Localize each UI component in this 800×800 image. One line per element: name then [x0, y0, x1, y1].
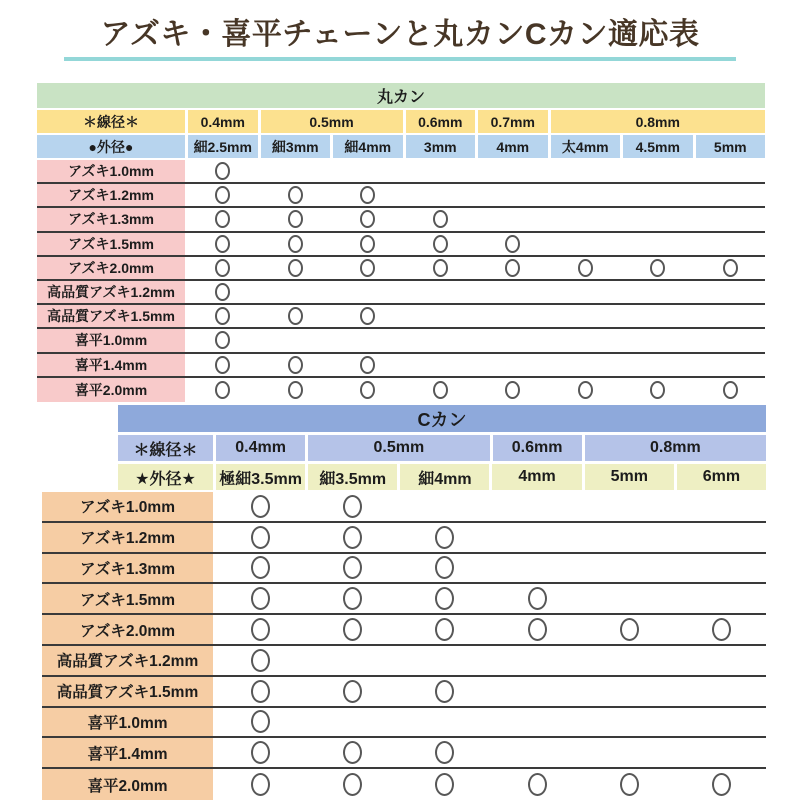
- marukan-wire-diameter-value: 0.7mm: [478, 110, 548, 133]
- ckan-compat-cell: [492, 738, 581, 767]
- marukan-outer-diameter-value: 細3mm: [261, 135, 331, 158]
- marukan-compat-cell: [261, 208, 331, 230]
- circle-mark-icon: [215, 162, 230, 180]
- marukan-outer-diameter-value: 3mm: [406, 135, 476, 158]
- ckan-compat-cell: [308, 615, 397, 644]
- ckan-compat-cell: [585, 492, 674, 521]
- ckan-compat-cell: [585, 615, 674, 644]
- marukan-compat-cell: [696, 208, 766, 230]
- marukan-chain-row: [37, 354, 765, 378]
- marukan-compat-cell: [406, 354, 476, 376]
- marukan-compat-cell: [188, 160, 258, 182]
- ckan-compat-cell: [400, 492, 489, 521]
- marukan-compat-cell: [478, 257, 548, 279]
- circle-mark-icon: [650, 381, 665, 399]
- marukan-compat-cell: [478, 354, 548, 376]
- marukan-compat-cell: [696, 160, 766, 182]
- ckan-chain-row-label: アズキ1.2mm: [42, 523, 213, 552]
- marukan-chain-row-label: 喜平2.0mm: [37, 378, 185, 402]
- marukan-compat-cell: [623, 257, 693, 279]
- marukan-table-body: [37, 160, 765, 402]
- marukan-table-title: 丸カン: [37, 83, 765, 108]
- ckan-chain-row-label: 高品質アズキ1.2mm: [42, 646, 213, 675]
- ckan-compat-cell: [400, 584, 489, 613]
- ckan-compat-cell: [216, 769, 305, 800]
- marukan-compat-cell: [188, 305, 258, 327]
- ckan-compat-cell: [492, 677, 581, 706]
- marukan-compat-cell: [551, 233, 621, 255]
- marukan-compat-cell: [261, 160, 331, 182]
- marukan-compat-cell: [478, 184, 548, 206]
- marukan-compat-cell: [333, 354, 403, 376]
- marukan-compat-cell: [696, 305, 766, 327]
- ckan-chain-row-label: 喜平2.0mm: [42, 769, 213, 800]
- circle-mark-icon: [343, 495, 362, 518]
- marukan-compat-cell: [188, 233, 258, 255]
- marukan-outer-diameter-row: [37, 135, 765, 158]
- circle-mark-icon: [251, 773, 270, 796]
- ckan-compat-cell: [400, 769, 489, 800]
- circle-mark-icon: [360, 307, 375, 325]
- marukan-compat-cell: [261, 281, 331, 303]
- ckan-wire-diameter-row: [118, 435, 766, 461]
- circle-mark-icon: [343, 773, 362, 796]
- ckan-compat-cell: [677, 554, 766, 583]
- marukan-compat-cell: [406, 208, 476, 230]
- ckan-wire-diameter-label: ＊線径＊: [118, 435, 213, 461]
- marukan-compat-cell: [261, 257, 331, 279]
- marukan-wire-diameter-row: [37, 110, 765, 133]
- circle-mark-icon: [215, 381, 230, 399]
- marukan-compat-cell: [406, 305, 476, 327]
- ckan-outer-diameter-row: [118, 464, 766, 490]
- marukan-compat-cell: [188, 378, 258, 402]
- marukan-compat-cell: [261, 354, 331, 376]
- ckan-compat-cell: [216, 738, 305, 767]
- circle-mark-icon: [215, 210, 230, 228]
- ckan-chain-row: [42, 677, 766, 708]
- circle-mark-icon: [215, 356, 230, 374]
- ckan-compat-cell: [492, 646, 581, 675]
- marukan-compat-cell: [623, 184, 693, 206]
- ckan-outer-diameter-value: 6mm: [677, 464, 766, 490]
- marukan-chain-row-label: 高品質アズキ1.5mm: [37, 305, 185, 327]
- marukan-wire-diameter-label: ＊線径＊: [37, 110, 185, 133]
- ckan-compat-cell: [492, 492, 581, 521]
- circle-mark-icon: [360, 259, 375, 277]
- circle-mark-icon: [578, 259, 593, 277]
- ckan-outer-diameter-value: 極細3.5mm: [216, 464, 305, 490]
- circle-mark-icon: [360, 186, 375, 204]
- circle-mark-icon: [251, 680, 270, 703]
- marukan-compat-cell: [551, 160, 621, 182]
- marukan-chain-row: [37, 281, 765, 305]
- ckan-compat-cell: [308, 677, 397, 706]
- marukan-compat-cell: [188, 281, 258, 303]
- ckan-chain-row: [42, 646, 766, 677]
- marukan-wire-diameter-value: 0.4mm: [188, 110, 258, 133]
- ckan-compat-cell: [308, 646, 397, 675]
- circle-mark-icon: [343, 587, 362, 610]
- ckan-compat-cell: [585, 554, 674, 583]
- marukan-chain-row: [37, 378, 765, 402]
- ckan-compat-cell: [216, 708, 305, 737]
- circle-mark-icon: [251, 649, 270, 672]
- marukan-compat-cell: [188, 208, 258, 230]
- marukan-compat-cell: [478, 305, 548, 327]
- circle-mark-icon: [433, 259, 448, 277]
- ckan-compat-cell: [585, 708, 674, 737]
- ckan-compat-cell: [677, 646, 766, 675]
- marukan-compat-cell: [261, 233, 331, 255]
- circle-mark-icon: [712, 618, 731, 641]
- circle-mark-icon: [251, 495, 270, 518]
- marukan-compat-cell: [551, 354, 621, 376]
- ckan-chain-row: [42, 554, 766, 585]
- circle-mark-icon: [288, 259, 303, 277]
- marukan-outer-diameter-value: 細4mm: [333, 135, 403, 158]
- marukan-chain-row-label: アズキ2.0mm: [37, 257, 185, 279]
- ckan-chain-row-label: アズキ1.3mm: [42, 554, 213, 583]
- marukan-chain-row-label: アズキ1.3mm: [37, 208, 185, 230]
- marukan-compat-cell: [333, 160, 403, 182]
- ckan-compat-cell: [492, 615, 581, 644]
- marukan-compat-cell: [623, 208, 693, 230]
- marukan-outer-diameter-value: 4mm: [478, 135, 548, 158]
- marukan-compat-cell: [551, 208, 621, 230]
- ckan-compat-cell: [216, 615, 305, 644]
- ckan-compat-cell: [308, 769, 397, 800]
- ckan-compat-cell: [677, 677, 766, 706]
- ckan-compat-cell: [216, 584, 305, 613]
- ckan-compat-cell: [308, 554, 397, 583]
- ckan-compat-cell: [216, 523, 305, 552]
- marukan-chain-row: [37, 160, 765, 184]
- marukan-outer-diameter-value: 4.5mm: [623, 135, 693, 158]
- circle-mark-icon: [215, 283, 230, 301]
- marukan-table: [37, 83, 765, 402]
- circle-mark-icon: [528, 587, 547, 610]
- circle-mark-icon: [620, 773, 639, 796]
- marukan-compat-cell: [333, 184, 403, 206]
- ckan-compat-cell: [216, 554, 305, 583]
- marukan-compat-cell: [406, 160, 476, 182]
- ckan-compat-cell: [400, 677, 489, 706]
- circle-mark-icon: [251, 587, 270, 610]
- ckan-compat-cell: [308, 738, 397, 767]
- marukan-compat-cell: [551, 329, 621, 351]
- ckan-compat-cell: [492, 523, 581, 552]
- ckan-compat-cell: [677, 738, 766, 767]
- ckan-outer-diameter-value: 5mm: [585, 464, 674, 490]
- circle-mark-icon: [433, 235, 448, 253]
- marukan-compat-cell: [333, 208, 403, 230]
- marukan-compat-cell: [406, 184, 476, 206]
- marukan-compat-cell: [623, 354, 693, 376]
- marukan-compat-cell: [406, 257, 476, 279]
- marukan-compat-cell: [696, 329, 766, 351]
- marukan-compat-cell: [188, 329, 258, 351]
- circle-mark-icon: [288, 356, 303, 374]
- ckan-wire-diameter-value: 0.8mm: [585, 435, 766, 461]
- marukan-compat-cell: [333, 378, 403, 402]
- marukan-chain-row: [37, 305, 765, 329]
- ckan-compat-cell: [308, 492, 397, 521]
- circle-mark-icon: [505, 381, 520, 399]
- ckan-compat-cell: [216, 646, 305, 675]
- ckan-compat-cell: [585, 523, 674, 552]
- marukan-chain-row: [37, 233, 765, 257]
- circle-mark-icon: [505, 259, 520, 277]
- page-title: アズキ・喜平チェーンと丸カンCカン適応表: [64, 18, 736, 61]
- ckan-compat-cell: [308, 523, 397, 552]
- circle-mark-icon: [215, 331, 230, 349]
- marukan-compat-cell: [696, 257, 766, 279]
- ckan-compat-cell: [492, 554, 581, 583]
- ckan-wire-diameter-value: 0.5mm: [308, 435, 489, 461]
- ckan-compat-cell: [400, 708, 489, 737]
- circle-mark-icon: [723, 381, 738, 399]
- marukan-compat-cell: [551, 281, 621, 303]
- ckan-compat-cell: [585, 584, 674, 613]
- marukan-compat-cell: [261, 378, 331, 402]
- ckan-chain-row: [42, 738, 766, 769]
- circle-mark-icon: [215, 259, 230, 277]
- marukan-outer-diameter-value: 5mm: [696, 135, 766, 158]
- marukan-compat-cell: [261, 184, 331, 206]
- circle-mark-icon: [435, 587, 454, 610]
- marukan-chain-row: [37, 257, 765, 281]
- ckan-chain-row-label: アズキ1.5mm: [42, 584, 213, 613]
- ckan-wire-diameter-value: 0.6mm: [493, 435, 582, 461]
- circle-mark-icon: [723, 259, 738, 277]
- marukan-compat-cell: [261, 329, 331, 351]
- ckan-chain-row: [42, 615, 766, 646]
- marukan-compat-cell: [188, 354, 258, 376]
- ckan-compat-cell: [308, 584, 397, 613]
- ckan-compat-cell: [216, 677, 305, 706]
- page-title-wrap: [0, 18, 800, 61]
- ckan-chain-row: [42, 769, 766, 800]
- marukan-outer-diameter-value: 太4mm: [551, 135, 621, 158]
- circle-mark-icon: [288, 210, 303, 228]
- ckan-table-title: Cカン: [118, 405, 766, 432]
- marukan-compat-cell: [551, 184, 621, 206]
- circle-mark-icon: [435, 680, 454, 703]
- circle-mark-icon: [343, 556, 362, 579]
- marukan-compat-cell: [333, 329, 403, 351]
- marukan-chain-row: [37, 208, 765, 232]
- ckan-chain-row: [42, 708, 766, 739]
- marukan-chain-row: [37, 329, 765, 353]
- circle-mark-icon: [435, 741, 454, 764]
- ckan-compat-cell: [677, 584, 766, 613]
- marukan-compat-cell: [623, 281, 693, 303]
- marukan-compat-cell: [478, 233, 548, 255]
- circle-mark-icon: [433, 381, 448, 399]
- circle-mark-icon: [528, 773, 547, 796]
- circle-mark-icon: [288, 381, 303, 399]
- marukan-compat-cell: [551, 378, 621, 402]
- marukan-compat-cell: [333, 233, 403, 255]
- circle-mark-icon: [343, 526, 362, 549]
- circle-mark-icon: [215, 235, 230, 253]
- circle-mark-icon: [288, 186, 303, 204]
- ckan-compat-cell: [400, 646, 489, 675]
- circle-mark-icon: [251, 526, 270, 549]
- marukan-chain-row-label: 高品質アズキ1.2mm: [37, 281, 185, 303]
- circle-mark-icon: [251, 556, 270, 579]
- circle-mark-icon: [251, 741, 270, 764]
- circle-mark-icon: [251, 710, 270, 733]
- ckan-compat-cell: [400, 738, 489, 767]
- ckan-wire-diameter-value: 0.4mm: [216, 435, 305, 461]
- ckan-table-body: [42, 492, 766, 800]
- marukan-chain-row: [37, 184, 765, 208]
- circle-mark-icon: [620, 618, 639, 641]
- circle-mark-icon: [505, 235, 520, 253]
- circle-mark-icon: [360, 235, 375, 253]
- ckan-compat-cell: [585, 677, 674, 706]
- ckan-chain-row-label: 高品質アズキ1.5mm: [42, 677, 213, 706]
- marukan-compat-cell: [551, 257, 621, 279]
- marukan-wire-diameter-value: 0.8mm: [551, 110, 766, 133]
- marukan-compat-cell: [623, 233, 693, 255]
- ckan-compat-cell: [677, 523, 766, 552]
- ckan-compat-cell: [585, 738, 674, 767]
- marukan-compat-cell: [406, 329, 476, 351]
- ckan-compat-cell: [492, 584, 581, 613]
- marukan-chain-row-label: アズキ1.0mm: [37, 160, 185, 182]
- marukan-wire-diameter-value: 0.6mm: [406, 110, 476, 133]
- ckan-chain-row: [42, 584, 766, 615]
- marukan-chain-row-label: 喜平1.4mm: [37, 354, 185, 376]
- marukan-compat-cell: [478, 160, 548, 182]
- marukan-compat-cell: [478, 281, 548, 303]
- ckan-outer-diameter-value: 細4mm: [400, 464, 489, 490]
- ckan-compat-cell: [492, 769, 581, 800]
- marukan-compat-cell: [623, 329, 693, 351]
- circle-mark-icon: [360, 210, 375, 228]
- ckan-compat-cell: [585, 646, 674, 675]
- ckan-compat-cell: [585, 769, 674, 800]
- ckan-compat-cell: [400, 554, 489, 583]
- circle-mark-icon: [435, 773, 454, 796]
- marukan-compat-cell: [188, 184, 258, 206]
- marukan-outer-diameter-label: ●外径●: [37, 135, 185, 158]
- marukan-compat-cell: [623, 378, 693, 402]
- marukan-compat-cell: [478, 329, 548, 351]
- ckan-compat-cell: [677, 708, 766, 737]
- circle-mark-icon: [435, 618, 454, 641]
- ckan-compat-cell: [308, 708, 397, 737]
- ckan-compat-cell: [400, 523, 489, 552]
- ckan-compat-cell: [492, 708, 581, 737]
- circle-mark-icon: [433, 210, 448, 228]
- circle-mark-icon: [343, 741, 362, 764]
- ckan-table-header: [118, 405, 766, 490]
- marukan-compat-cell: [406, 281, 476, 303]
- circle-mark-icon: [712, 773, 731, 796]
- circle-mark-icon: [215, 186, 230, 204]
- ckan-outer-diameter-value: 4mm: [492, 464, 581, 490]
- ckan-compat-cell: [677, 492, 766, 521]
- marukan-compat-cell: [333, 281, 403, 303]
- marukan-chain-row-label: 喜平1.0mm: [37, 329, 185, 351]
- marukan-compat-cell: [623, 160, 693, 182]
- marukan-compat-cell: [406, 378, 476, 402]
- circle-mark-icon: [288, 235, 303, 253]
- marukan-compat-cell: [478, 208, 548, 230]
- marukan-compat-cell: [696, 281, 766, 303]
- circle-mark-icon: [343, 680, 362, 703]
- circle-mark-icon: [435, 526, 454, 549]
- ckan-chain-row-label: 喜平1.4mm: [42, 738, 213, 767]
- marukan-compat-cell: [623, 305, 693, 327]
- ckan-compat-cell: [677, 615, 766, 644]
- marukan-chain-row-label: アズキ1.2mm: [37, 184, 185, 206]
- marukan-compat-cell: [551, 305, 621, 327]
- circle-mark-icon: [251, 618, 270, 641]
- circle-mark-icon: [343, 618, 362, 641]
- circle-mark-icon: [435, 556, 454, 579]
- circle-mark-icon: [288, 307, 303, 325]
- marukan-compat-cell: [406, 233, 476, 255]
- ckan-chain-row: [42, 492, 766, 523]
- marukan-compat-cell: [696, 378, 766, 402]
- circle-mark-icon: [215, 307, 230, 325]
- circle-mark-icon: [360, 381, 375, 399]
- ckan-chain-row-label: 喜平1.0mm: [42, 708, 213, 737]
- ckan-compat-cell: [677, 769, 766, 800]
- ckan-chain-row-label: アズキ1.0mm: [42, 492, 213, 521]
- marukan-compat-cell: [333, 305, 403, 327]
- marukan-compat-cell: [188, 257, 258, 279]
- ckan-compat-cell: [216, 492, 305, 521]
- circle-mark-icon: [360, 356, 375, 374]
- ckan-outer-diameter-label: ★外径★: [118, 464, 213, 490]
- circle-mark-icon: [578, 381, 593, 399]
- marukan-compat-cell: [333, 257, 403, 279]
- marukan-compat-cell: [478, 378, 548, 402]
- marukan-wire-diameter-value: 0.5mm: [261, 110, 403, 133]
- circle-mark-icon: [650, 259, 665, 277]
- circle-mark-icon: [528, 618, 547, 641]
- marukan-chain-row-label: アズキ1.5mm: [37, 233, 185, 255]
- marukan-outer-diameter-value: 細2.5mm: [188, 135, 258, 158]
- ckan-chain-row: [42, 523, 766, 554]
- marukan-compat-cell: [696, 354, 766, 376]
- marukan-compat-cell: [696, 184, 766, 206]
- marukan-compat-cell: [261, 305, 331, 327]
- marukan-compat-cell: [696, 233, 766, 255]
- ckan-chain-row-label: アズキ2.0mm: [42, 615, 213, 644]
- ckan-compat-cell: [400, 615, 489, 644]
- ckan-outer-diameter-value: 細3.5mm: [308, 464, 397, 490]
